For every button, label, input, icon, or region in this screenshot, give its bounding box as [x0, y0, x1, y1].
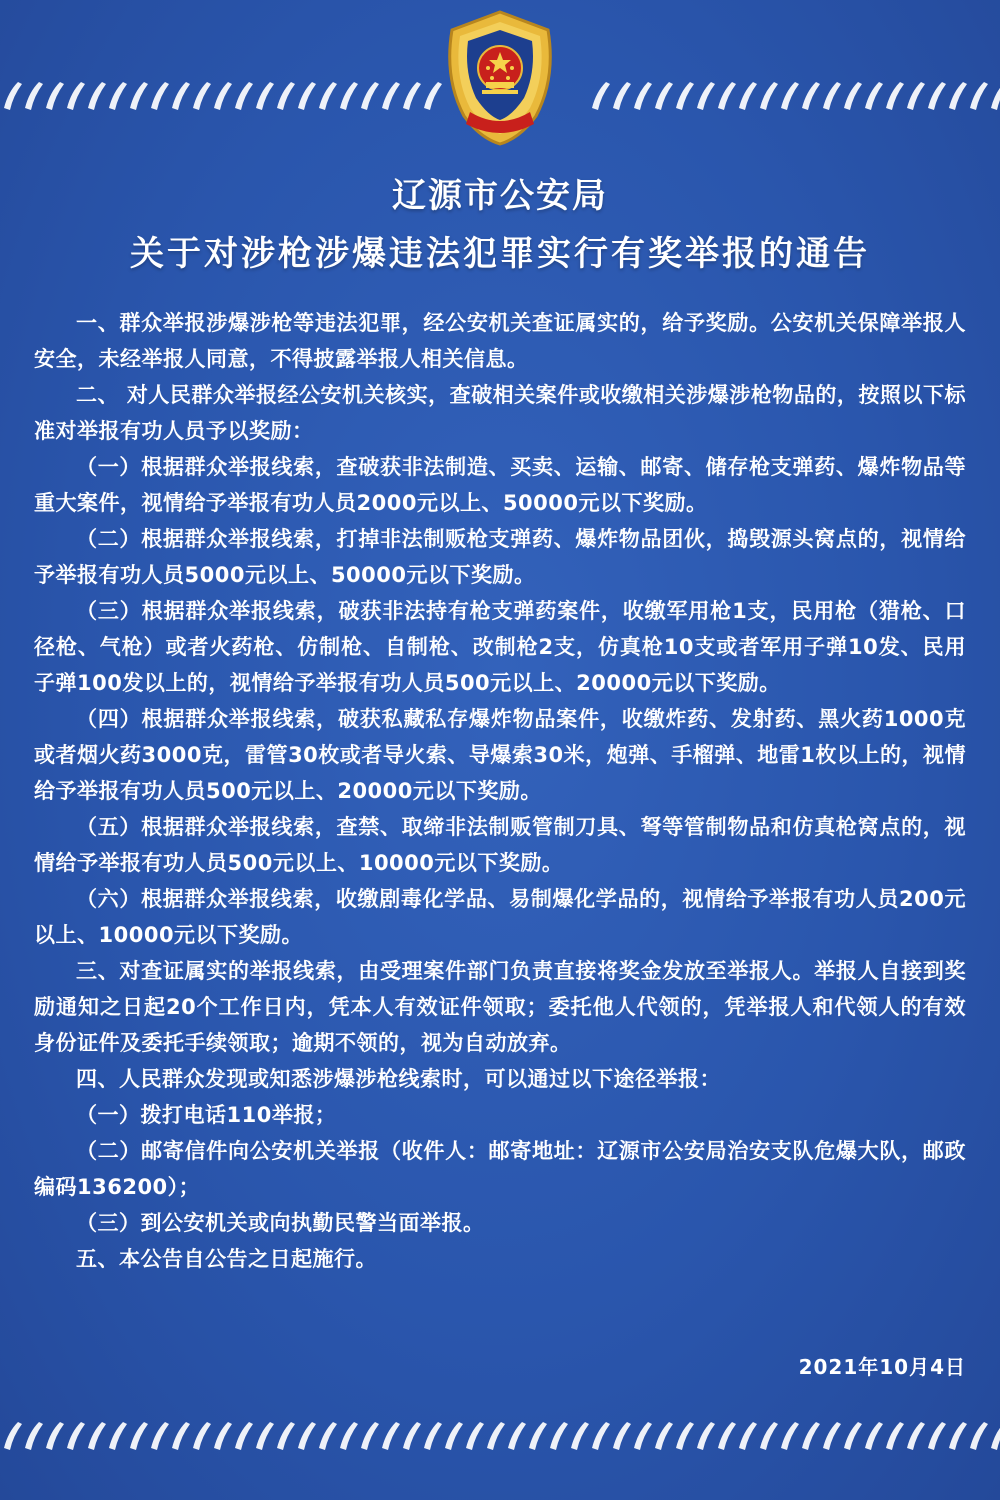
stripe-mark	[928, 1422, 946, 1450]
stripe-mark	[781, 82, 799, 110]
stripe-mark	[382, 82, 400, 110]
stripe-mark	[109, 1422, 127, 1450]
paragraph: （二）根据群众举报线索，打掉非法制贩枪支弹药、爆炸物品团伙，捣毁源头窝点的，视情给予举报有功人员5000元以上、50000元以下奖励。	[34, 527, 966, 587]
stripe-mark	[781, 1422, 799, 1450]
stripe-mark	[319, 1422, 337, 1450]
stripe-mark	[802, 82, 820, 110]
paragraph: （二）邮寄信件向公安机关举报（收件人：邮寄地址：辽源市公安局治安支队危爆大队，邮政编码136200）；	[34, 1139, 966, 1199]
stripe-mark	[361, 82, 379, 110]
stripe-mark	[697, 1422, 715, 1450]
stripe-mark	[298, 1422, 316, 1450]
stripe-mark	[67, 82, 85, 110]
stripe-mark	[970, 82, 988, 110]
stripe-mark	[172, 1422, 190, 1450]
stripe-mark	[214, 82, 232, 110]
stripe-mark	[697, 82, 715, 110]
stripe-mark	[256, 1422, 274, 1450]
stripe-mark	[613, 82, 631, 110]
stripe-mark	[676, 1422, 694, 1450]
stripe-mark	[319, 82, 337, 110]
notice-date: 2021年10月4日	[798, 1355, 966, 1379]
stripe-mark	[277, 82, 295, 110]
stripe-mark	[823, 82, 841, 110]
paragraph: （一）拨打电话110举报；	[76, 1103, 337, 1127]
paragraph: （三）根据群众举报线索，破获非法持有枪支弹药案件，收缴军用枪1支，民用枪（猎枪、口径枪、气枪）或者火药枪、仿制枪、自制枪、改制枪2支，仿真枪10支或者军用子弹10发、民用子弹100发以上的，视情给予举报有功人员500元以上、20000元以下奖励。	[34, 599, 966, 695]
paragraph: （一）根据群众举报线索，查破获非法制造、买卖、运输、邮寄、储存枪支弹药、爆炸物品等重大案件，视情给予举报有功人员2000元以上、50000元以下奖励。	[34, 455, 966, 515]
stripe-mark	[151, 1422, 169, 1450]
stripe-mark	[25, 82, 43, 110]
stripe-mark	[529, 1422, 547, 1450]
stripe-mark	[907, 82, 925, 110]
paragraph: 五、本公告自公告之日起施行。	[76, 1247, 377, 1271]
paragraph: （四）根据群众举报线索，破获私藏私存爆炸物品案件，收缴炸药、发射药、黑火药1000克或者烟火药3000克，雷管30枚或者导火索、导爆索30米，炮弹、手榴弹、地雷1枚以上的，视情给予举报有功人员500元以上、20000元以下奖励。	[34, 707, 966, 803]
stripe-mark	[424, 1422, 442, 1450]
stripe-mark	[718, 1422, 736, 1450]
stripe-mark	[193, 82, 211, 110]
stripe-mark	[592, 1422, 610, 1450]
title-line-2: 关于对涉枪涉爆违法犯罪实行有奖举报的通告	[130, 234, 870, 274]
stripe-mark	[760, 82, 778, 110]
paragraph: 一、群众举报涉爆涉枪等违法犯罪，经公安机关查证属实的，给予奖励。公安机关保障举报人安全，未经举报人同意，不得披露举报人相关信息。	[34, 311, 966, 371]
stripe-mark	[151, 82, 169, 110]
stripe-mark	[130, 1422, 148, 1450]
stripe-mark	[970, 1422, 988, 1450]
stripe-mark	[67, 1422, 85, 1450]
stripe-mark	[25, 1422, 43, 1450]
police-emblem-icon	[436, 8, 564, 148]
stripe-mark	[235, 82, 253, 110]
stripe-mark	[676, 82, 694, 110]
stripe-mark	[634, 1422, 652, 1450]
paragraph: （五）根据群众举报线索，查禁、取缔非法制贩管制刀具、弩等管制物品和仿真枪窝点的，视情给予举报有功人员500元以上、10000元以下奖励。	[34, 815, 966, 875]
stripe-mark	[88, 82, 106, 110]
stripe-mark	[655, 82, 673, 110]
stripe-mark	[865, 1422, 883, 1450]
title-line-1: 辽源市公安局	[392, 176, 608, 216]
stripe-mark	[508, 1422, 526, 1450]
paragraph: （六）根据群众举报线索，收缴剧毒化学品、易制爆化学品的，视情给予举报有功人员200元以上、10000元以下奖励。	[34, 887, 966, 947]
stripe-mark	[718, 82, 736, 110]
stripe-mark	[991, 82, 1000, 110]
notice-body	[34, 305, 966, 1277]
stripe-mark	[298, 82, 316, 110]
stripe-mark	[802, 1422, 820, 1450]
paragraph: 三、对查证属实的举报线索，由受理案件部门负责直接将奖金发放至举报人。举报人自接到奖励通知之日起20个工作日内，凭本人有效证件领取；委托他人代领的，凭举报人和代领人的有效身份证件及委托手续领取；逾期不领的，视为自动放弃。	[34, 959, 966, 1055]
stripe-mark	[634, 82, 652, 110]
paragraph: （三）到公安机关或向执勤民警当面举报。	[76, 1211, 485, 1235]
stripe-mark	[466, 1422, 484, 1450]
stripe-mark	[844, 1422, 862, 1450]
stripe-mark	[655, 1422, 673, 1450]
stripe-mark	[214, 1422, 232, 1450]
stripe-mark	[109, 82, 127, 110]
stripe-mark	[907, 1422, 925, 1450]
stripe-mark	[571, 1422, 589, 1450]
stripe-mark	[4, 1422, 22, 1450]
stripe-mark	[382, 1422, 400, 1450]
stripe-mark	[739, 82, 757, 110]
stripe-mark	[844, 82, 862, 110]
stripe-mark	[823, 1422, 841, 1450]
stripe-mark	[277, 1422, 295, 1450]
stripe-mark	[550, 1422, 568, 1450]
stripe-mark	[613, 1422, 631, 1450]
stripe-mark	[865, 82, 883, 110]
stripe-mark	[403, 82, 421, 110]
stripe-mark	[487, 1422, 505, 1450]
stripe-mark	[361, 1422, 379, 1450]
stripe-mark	[256, 82, 274, 110]
stripe-mark	[235, 1422, 253, 1450]
stripe-mark	[403, 1422, 421, 1450]
stripe-mark	[340, 82, 358, 110]
stripe-mark	[886, 1422, 904, 1450]
stripe-mark	[130, 82, 148, 110]
stripe-mark	[760, 1422, 778, 1450]
stripe-mark	[991, 1422, 1000, 1450]
stripe-mark	[172, 82, 190, 110]
stripe-mark	[4, 82, 22, 110]
stripe-mark	[928, 82, 946, 110]
decorative-stripe-band-bottom	[0, 1414, 1000, 1458]
paragraph: 二、 对人民群众举报经公安机关核实，查破相关案件或收缴相关涉爆涉枪物品的，按照以下标准对举报有功人员予以奖励：	[34, 383, 966, 443]
stripe-mark	[592, 82, 610, 110]
paragraph: 四、人民群众发现或知悉涉爆涉枪线索时，可以通过以下途径举报：	[76, 1067, 721, 1091]
stripe-mark	[949, 1422, 967, 1450]
stripe-mark	[340, 1422, 358, 1450]
stripe-mark	[88, 1422, 106, 1450]
stripe-mark	[739, 1422, 757, 1450]
stripe-mark	[193, 1422, 211, 1450]
stripe-mark	[46, 82, 64, 110]
stripe-mark	[46, 1422, 64, 1450]
stripe-mark	[949, 82, 967, 110]
stripe-mark	[445, 1422, 463, 1450]
stripe-mark	[886, 82, 904, 110]
